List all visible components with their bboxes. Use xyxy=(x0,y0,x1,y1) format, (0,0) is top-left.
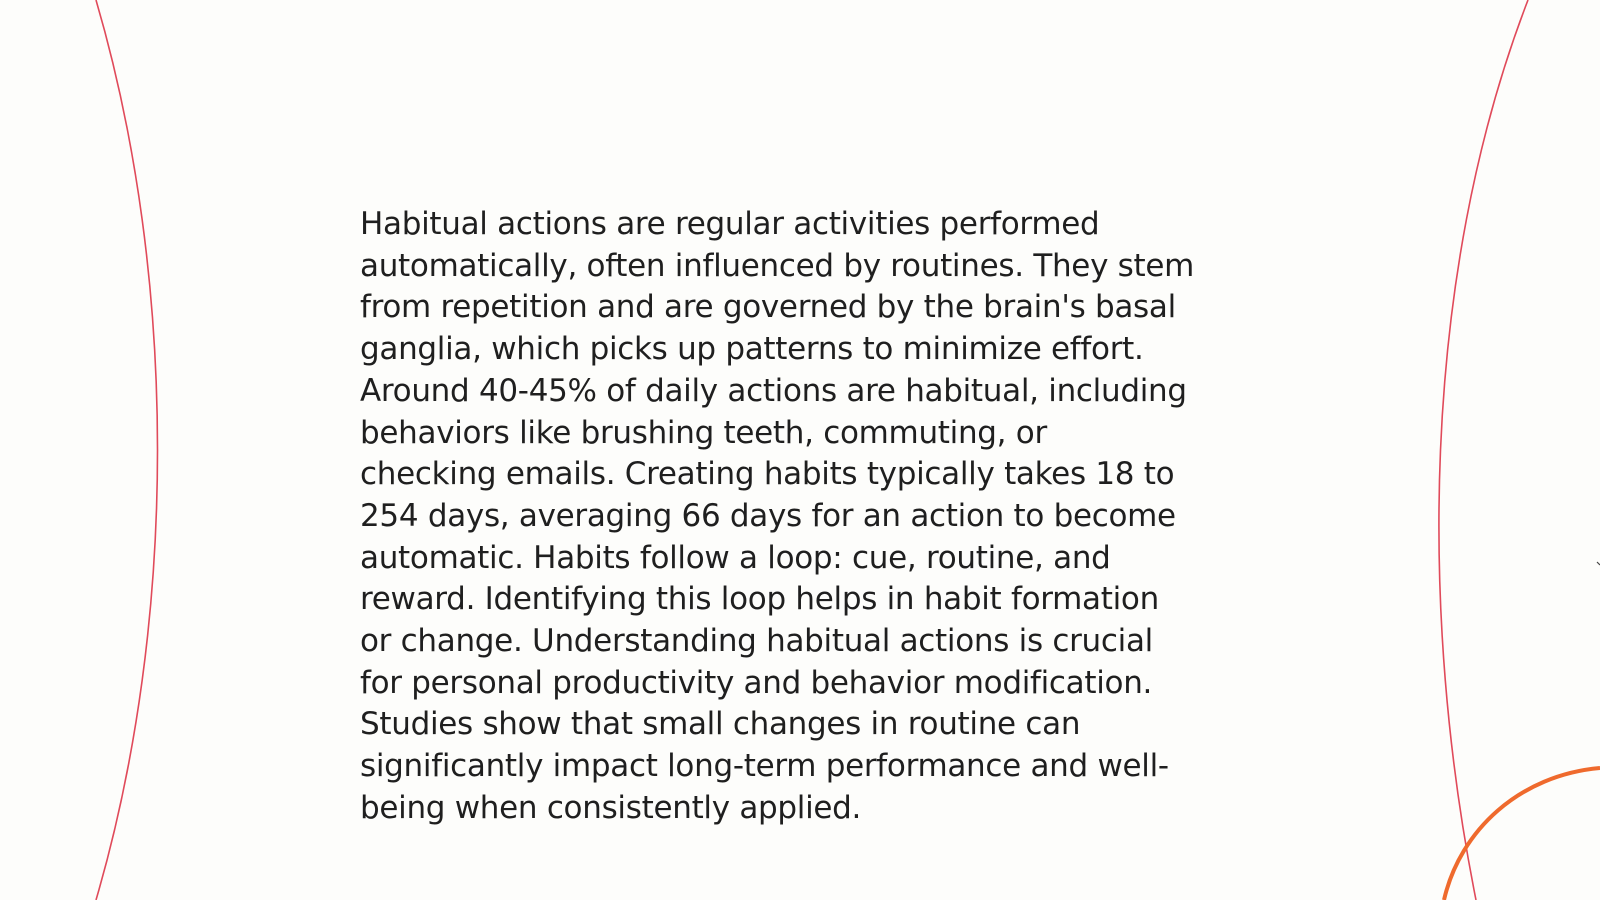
body-line: behaviors like brushing teeth, commuting, or xyxy=(360,414,1047,451)
body-paragraph xyxy=(360,204,1260,830)
corner-arc xyxy=(1444,768,1600,900)
body-line: 254 days, averaging 66 days for an action to become xyxy=(360,497,1176,534)
body-line: reward. Identifying this loop helps in habit formation xyxy=(360,581,1159,618)
body-line: Around 40-45% of daily actions are habitual, including xyxy=(360,372,1187,409)
body-line: significantly impact long-term performance and well- xyxy=(360,748,1169,785)
body-line: ganglia, which picks up patterns to minimize effort. xyxy=(360,331,1144,368)
body-line: automatically, often influenced by routines. They stem xyxy=(360,247,1195,284)
body-line: checking emails. Creating habits typically takes 18 to xyxy=(360,456,1175,493)
body-line: being when consistently applied. xyxy=(360,789,862,826)
body-line: Habitual actions are regular activities performed xyxy=(360,206,1100,242)
body-line: or change. Understanding habitual actions is crucial xyxy=(360,623,1153,660)
body-line: from repetition and are governed by the brain's basal xyxy=(360,289,1176,326)
body-line: Studies show that small changes in routine can xyxy=(360,706,1081,743)
right-curve-line xyxy=(1439,0,1528,900)
left-curve-line xyxy=(96,0,158,900)
body-line: for personal productivity and behavior modification. xyxy=(360,664,1153,701)
body-line: automatic. Habits follow a loop: cue, routine, and xyxy=(360,539,1111,576)
